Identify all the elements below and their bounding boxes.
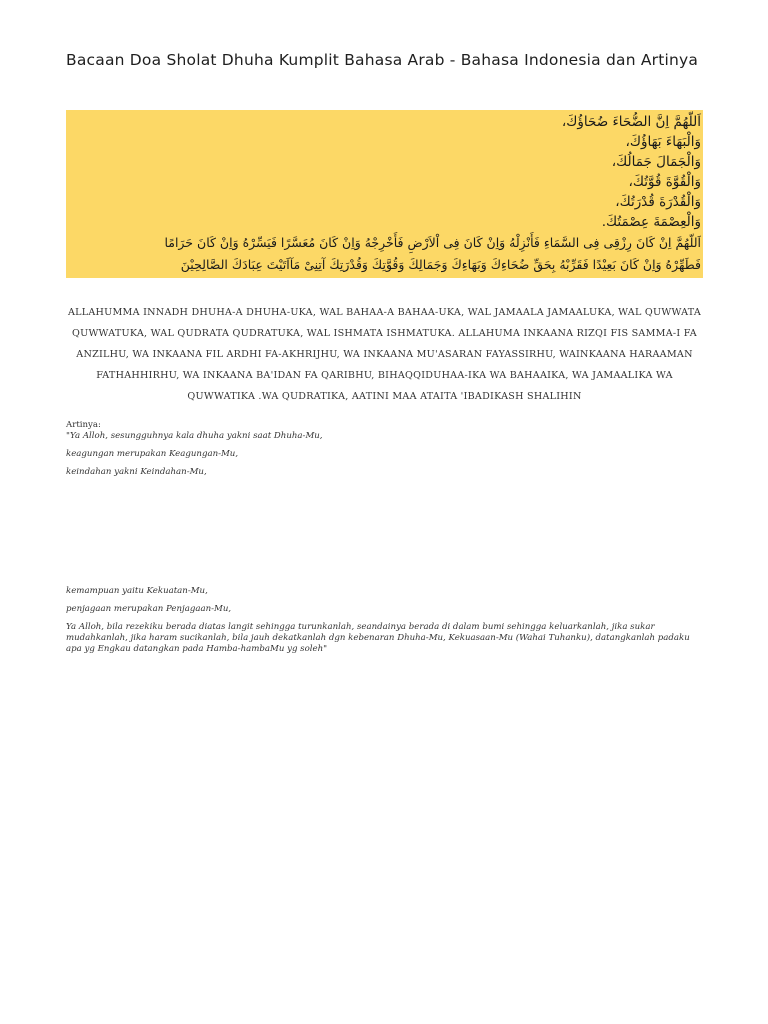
translation-label: Artinya: bbox=[66, 420, 101, 430]
page-title: Bacaan Doa Sholat Dhuha Kumplit Bahasa Arab - Bahasa Indonesia dan Artinya bbox=[66, 51, 699, 69]
latin-transliteration: ALLAHUMMA INNADH DHUHA-A DHUHA-UKA, WAL BAHAA-A BAHAA-UKA, WAL JAMAALA JAMAALUKA, WAL QUWWATA QUWWATUKA, WAL QUDRATA QUDRATUKA, WAL ISHMATA ISHMATUKA. ALLAHUMA INKAANA RIZQI FIS SAMMA-I FA ANZILHU, WA INKAANA FIL ARDHI FA-AKHRIJHU, WA INKAANA MU'ASARAN FAYASSIRHU, WAINKAANA HARAAMAN FATHAHHIRHU, WA INKAANA BA'IDAN FA QARIBHU, BIHAQQIDUHAA-IKA WA BAHAAIKA, WA JAMAALIKA WA QUWWATIKA .WA QUDRATIKA, AATINI MAA ATAITA 'IBADIKASH SHALIHIN bbox=[67, 307, 702, 402]
translation-line: kemampuan yaitu Kekuatan-Mu, bbox=[66, 586, 208, 596]
translation-line: "Ya Alloh, sesungguhnya kala dhuha yakni saat Dhuha-Mu, bbox=[66, 431, 323, 441]
arabic-line: فَطَهِّرْهُ وَاِنْ كَانَ بَعِيْدًا فَقَرِّبْهُ بِحَقِّ ضُحَاءِكَ وَبَهَاءِكَ وَجَمَالِكَ وَقُوَّتِكَ وَقُدْرَتِكَ آتِنِىْ مَآاَتَيْتَ عِبَادَكَ الصَّالِحِيْنَ bbox=[180, 257, 701, 272]
translation-section bbox=[66, 420, 706, 655]
translation-line: keagungan merupakan Keagungan-Mu, bbox=[66, 449, 239, 459]
arabic-line: وَالْجَمَالَ جَمَالُكَ، bbox=[611, 154, 701, 170]
translation-line: keindahan yakni Keindahan-Mu, bbox=[66, 467, 207, 477]
translation-line: penjagaan merupakan Penjagaan-Mu, bbox=[66, 604, 232, 614]
arabic-line: وَالْبَهَاءَ بَهَاؤُكَ، bbox=[625, 134, 701, 150]
arabic-line: وَالْقُدْرَةَ قُدْرَتُكَ، bbox=[615, 194, 701, 210]
arabic-line: وَالْعِصْمَةَ عِصْمَتُكَ. bbox=[601, 214, 701, 230]
arabic-line: اَللّهُمَّ اِنْ كَانَ رِزْقِى فِى السَّمَاءِ فَأَنْزِلْهُ وَاِنْ كَانَ فِى اْلاَرْضِ فَأَخْرِجْهُ وَاِنْ كَانَ مُعَسَّرًا فَيَسِّرْهُ وَاِنْ كَانَ حَرَامًا bbox=[164, 235, 701, 250]
arabic-prayer-box bbox=[66, 110, 703, 278]
arabic-line: اَللّهُمَّ اِنَّ الضُّحَاءَ ضُحَاؤُكَ، bbox=[561, 114, 701, 130]
arabic-line: وَالْقُوَّةَ قُوَّتُكَ، bbox=[628, 174, 701, 190]
translation-line: Ya Alloh, bila rezekiku berada diatas langit sehingga turunkanlah, seandainya berada di dalam bumi sehingga keluarkanlah, jika sukar mudahkanlah, jika haram sucikanlah, bila jauh dekatkanlah dgn kebenaran Dhuha-Mu, Kekuasaan-Mu (Wahai Tuhanku), datangkanlah padaku apa yg Engkau datangkan pada Hamba-hambaMu yg soleh" bbox=[66, 622, 690, 654]
